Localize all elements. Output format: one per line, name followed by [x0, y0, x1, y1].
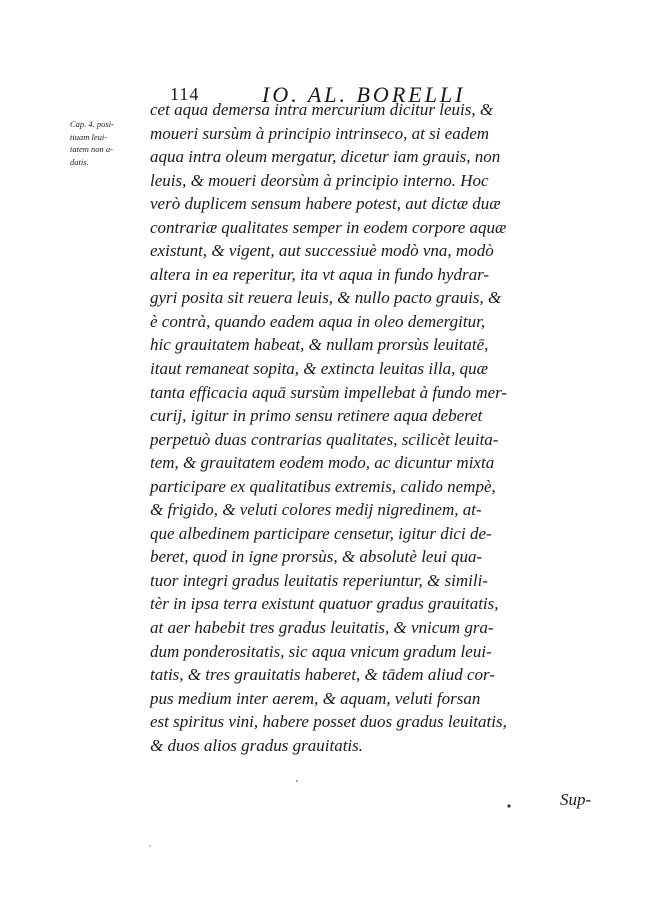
text-line: beret, quod in igne prorsùs, & absolutè leui qua- — [150, 547, 483, 567]
text-line: & frigido, & veluti colores medij nigredinem, at- — [150, 500, 482, 520]
text-line: tèr in ipsa terra existunt quatuor gradus grauitatis, — [150, 594, 499, 614]
text-line: è contrà, quando eadem aqua in oleo demergitur, — [150, 311, 486, 331]
text-line: tatis, & tres grauitatis haberet, & tādem aliud cor- — [150, 665, 495, 685]
text-line: est spiritus vini, habere posset duos gradus leuitatis, — [150, 712, 507, 732]
text-line: aqua intra oleum mergatur, dicetur iam grauis, non — [150, 147, 501, 167]
ink-speck — [149, 845, 150, 846]
text-line: tanta efficacia aquā sursùm impellebat à fundo mer- — [150, 382, 508, 402]
text-line: altera in ea reperitur, ita vt aqua in fundo hydrar- — [150, 264, 490, 284]
text-line: participare ex qualitatibus extremis, calido nempè, — [150, 476, 496, 496]
text-line: & duos alios gradus grauitatis. — [150, 735, 364, 755]
margin-note-line: datis. — [70, 156, 89, 167]
text-line: perpetuò duas contrarias qualitates, scilicèt leuita- — [150, 429, 499, 449]
text-line: tuor integri gradus leuitatis reperiuntur, & simili- — [150, 570, 488, 590]
text-line: que albedinem participare censetur, igitur dici de- — [150, 523, 492, 543]
ink-speck — [507, 804, 510, 807]
ink-speck — [296, 780, 298, 782]
text-line: hic grauitatem habeat, & nullam prorsùs leuitatē, — [150, 335, 489, 355]
text-line: contrariæ qualitates semper in eodem corpore aquæ — [150, 217, 507, 237]
margin-note-line: Cap. 4. posi- — [70, 119, 114, 129]
text-line: verò duplicem sensum habere potest, aut dictæ duæ — [150, 194, 501, 214]
text-line: leuis, & moueri deorsùm à principio interno. Hoc — [150, 170, 489, 190]
text-line: curij, igitur in primo sensu retinere aqua deberet — [150, 406, 483, 426]
text-line: cet aqua demersa intra mercurium dicitur leuis, & — [150, 100, 494, 119]
header-title: IO. AL. BORELLI — [262, 82, 466, 107]
text-line: tem, & grauitatem eodem modo, ac dicuntur mixta — [150, 453, 495, 473]
text-line: itaut remaneat sopita, & extincta leuitas illa, quæ — [150, 359, 488, 379]
text-line: gyri posita sit reuera leuis, & nullo pacto grauis, & — [150, 288, 502, 308]
text-line: moueri sursùm à principio intrinseco, at si eadem — [150, 123, 490, 143]
page-number: 114 — [170, 84, 200, 104]
margin-note-line: tatem non a- — [70, 144, 113, 154]
text-line: pus medium inter aerem, & aquam, veluti forsan — [150, 688, 481, 708]
text-line: existunt, & vigent, aut successiuè modò vna, modò — [150, 241, 494, 261]
text-line: at aer habebit tres gradus leuitatis, & vnicum gra- — [150, 618, 494, 638]
margin-note-line: tiuam leui- — [70, 131, 108, 142]
text-line: dum ponderositatis, sic aqua vnicum gradum leui- — [150, 641, 492, 661]
catchword: Sup- — [560, 790, 592, 809]
